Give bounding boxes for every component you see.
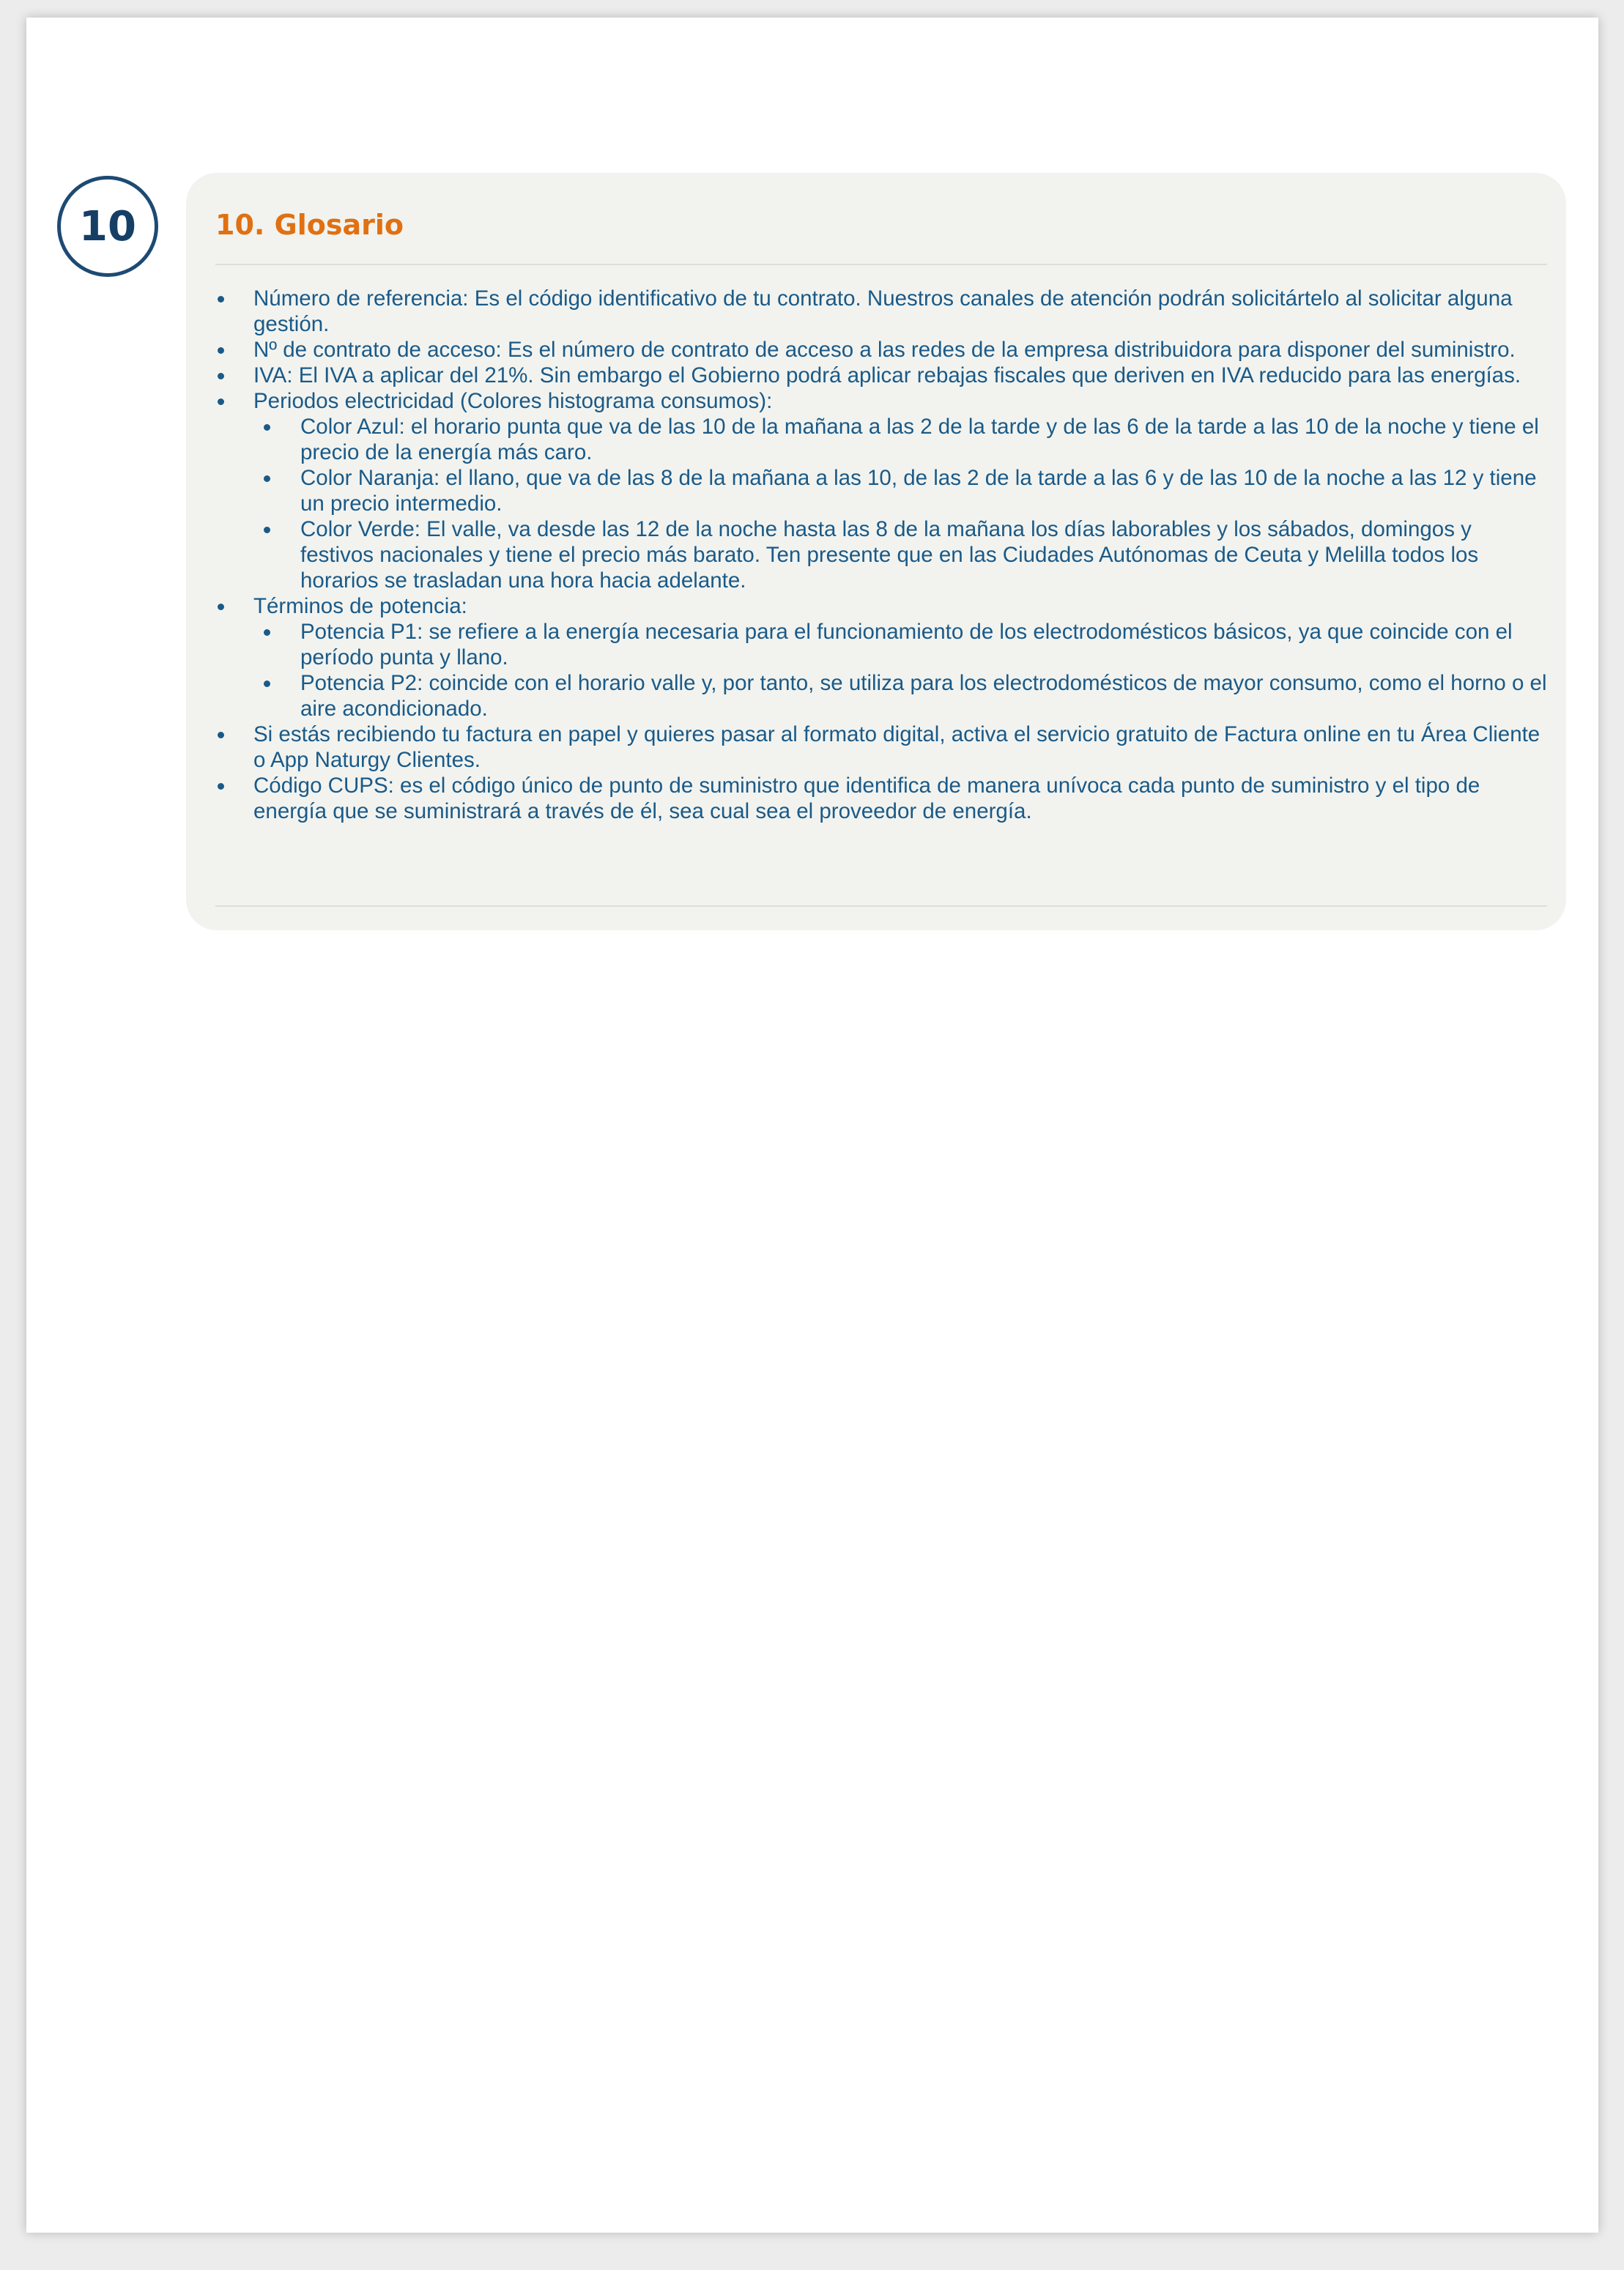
glossary-item-iva: IVA: El IVA a aplicar del 21%. Sin embargo el Gobierno podrá aplicar rebajas fiscales que deriven en IVA reducido para las energías. — [215, 363, 1547, 388]
period-orange: Color Naranja: el llano, que va de las 8 de la mañana a las 10, de las 2 de la tarde a las 6 y de las 10 de la noche a las 12 y tiene un precio intermedio. — [262, 465, 1547, 516]
glossary-item-cups-code: Código CUPS: es el código único de punto de suministro que identifica de manera unívoca cada punto de suministro y el tipo de energía que se suministrará a través de él, sea cual sea el proveedor de energía. — [215, 773, 1547, 824]
glossary-list — [215, 286, 1547, 824]
glossary-item-electricity-periods — [215, 388, 1547, 593]
glossary-item-online-invoice: Si estás recibiendo tu factura en papel y quieres pasar al formato digital, activa el servicio gratuito de Factura online en tu Área Cliente o App Naturgy Clientes. — [215, 722, 1547, 773]
power-term-p1: Potencia P1: se refiere a la energía necesaria para el funcionamiento de los electrodomésticos básicos, ya que coincide con el período punta y llano. — [262, 619, 1547, 670]
glossary-card — [186, 173, 1566, 930]
periods-sublist — [253, 414, 1547, 593]
document-page — [26, 18, 1598, 2233]
period-blue: Color Azul: el horario punta que va de las 10 de la mañana a las 2 de la tarde y de las 6 de la tarde a las 10 de la noche y tiene el precio de la energía más caro. — [262, 414, 1547, 465]
glossary-item-label: Términos de potencia: — [253, 594, 467, 618]
power-terms-sublist — [253, 619, 1547, 722]
glossary-item-access-contract: Nº de contrato de acceso: Es el número de contrato de acceso a las redes de la empresa distribuidora para disponer del suministro. — [215, 337, 1547, 363]
section-title: 10. Glosario — [215, 209, 404, 241]
power-term-p2: Potencia P2: coincide con el horario valle y, por tanto, se utiliza para los electrodomésticos de mayor consumo, como el horno o el aire acondicionado. — [262, 670, 1547, 722]
glossary-item-power-terms — [215, 593, 1547, 722]
period-green: Color Verde: El valle, va desde las 12 de la noche hasta las 8 de la mañana los días laborables y los sábados, domingos y festivos nacionales y tiene el precio más barato. Ten presente que en las Ciudades Autónomas de Ceuta y Melilla todos los horarios se trasladan una hora hacia adelante. — [262, 516, 1547, 593]
bottom-divider — [215, 905, 1547, 907]
title-divider — [215, 264, 1547, 265]
glossary-item-label: Periodos electricidad (Colores histograma consumos): — [253, 389, 773, 413]
section-number-badge: 10 — [57, 176, 158, 277]
glossary-item-reference-number: Número de referencia: Es el código identificativo de tu contrato. Nuestros canales de atención podrán solicitártelo al solicitar alguna gestión. — [215, 286, 1547, 337]
